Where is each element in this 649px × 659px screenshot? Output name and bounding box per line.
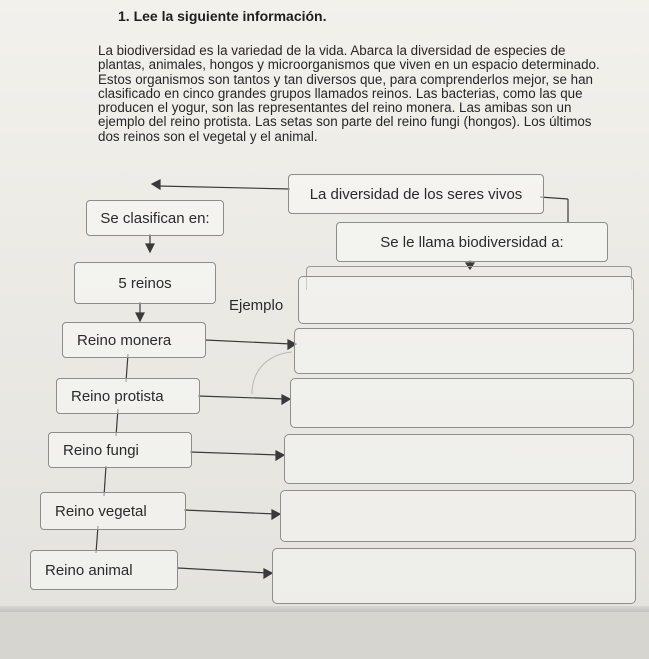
paragraph-line: ejemplo del reino protista. Las setas son parte del reino fungi (hongos). Los últimos [98, 114, 592, 130]
connector-top [158, 186, 290, 189]
connector-protista [198, 396, 286, 399]
kingdom-box-protista [56, 378, 200, 414]
arrowhead [272, 510, 280, 519]
arrowhead [152, 180, 160, 189]
classified-box [86, 200, 224, 236]
biodiversity-box [288, 174, 544, 214]
connector-monera [205, 340, 292, 344]
answer-box-protista[interactable] [290, 378, 634, 428]
reinos-box-label: 5 reinos [118, 274, 172, 292]
kingdom-label: Reino animal [45, 561, 133, 579]
connector-vegetal [184, 510, 276, 514]
answer-box-monera[interactable] [294, 328, 634, 374]
arrowhead [136, 313, 144, 321]
called-box-label: Se le llama biodiversidad a: [380, 233, 564, 251]
kingdom-box-fungi [48, 432, 192, 468]
pencil-mark [252, 352, 292, 394]
paragraph-line: Estos organismos son tantos y tan diversos que, para comprenderlos mejor, se han [98, 71, 593, 87]
answer-box-definition[interactable] [298, 276, 634, 324]
arrowhead [264, 569, 272, 578]
kingdom-label: Reino protista [71, 387, 164, 405]
reinos-box [74, 262, 216, 304]
kingdom-label: Reino fungi [63, 441, 139, 459]
paragraph-line: producen el yogur, son las representantes del reino monera. Las amibas son un [98, 100, 572, 116]
arrowhead [282, 395, 290, 404]
paragraph-line: dos reinos son el vegetal y el animal. [98, 128, 318, 144]
kingdom-label: Reino monera [77, 331, 172, 349]
example-label: Ejemplo [229, 297, 284, 314]
paragraph-line: clasificado en cinco grandes grupos llamados reinos. Las bacterias, como las que [98, 85, 583, 101]
paragraph-line: plantas, animales, hongos y microorganismos que viven en un espacio determinado. [98, 57, 600, 73]
exercise-title: 1. Lee la siguiente información. [118, 8, 327, 24]
classified-box-label: Se clasifican en: [100, 209, 210, 227]
table-surface [0, 612, 649, 659]
answer-box-vegetal[interactable] [280, 490, 636, 542]
biodiversity-box-label: La diversidad de los seres vivos [309, 185, 523, 203]
kingdom-box-monera [62, 322, 206, 358]
connector-animal [178, 568, 268, 573]
kingdom-box-vegetal [40, 492, 186, 530]
paragraph-line: La biodiversidad es la variedad de la vida. Abarca la diversidad de especies de [98, 43, 566, 58]
kingdom-label: Reino vegetal [55, 502, 147, 520]
answer-box-animal[interactable] [272, 548, 636, 604]
kingdom-box-animal [30, 550, 178, 590]
connector-fungi [190, 452, 280, 455]
arrowhead [276, 451, 284, 460]
answer-box-fungi[interactable] [284, 434, 634, 484]
arrowhead [146, 244, 154, 252]
connector-spine [96, 526, 98, 553]
connector-right-bracket [540, 197, 568, 199]
called-box [336, 222, 608, 262]
